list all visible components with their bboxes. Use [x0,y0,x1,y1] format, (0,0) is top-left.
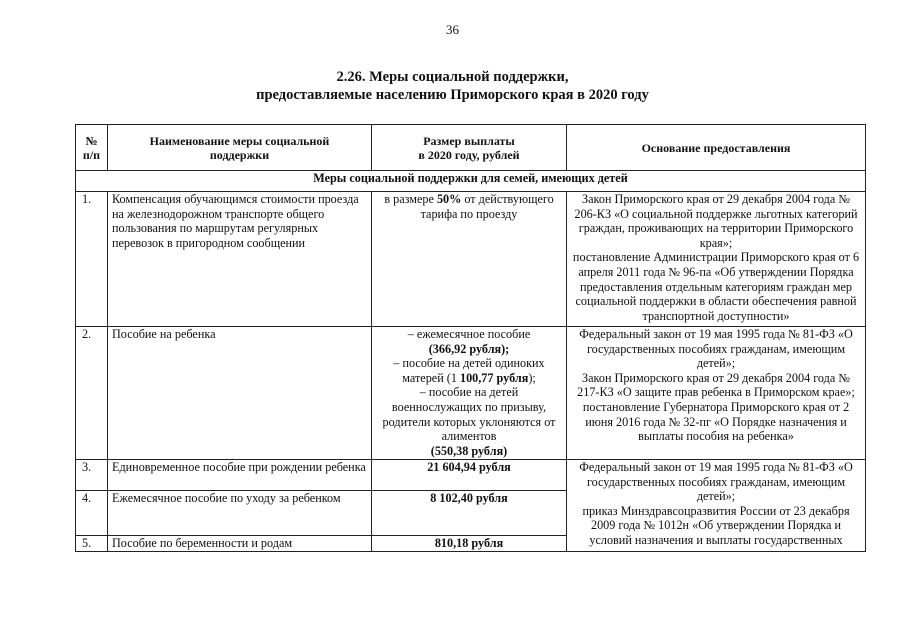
amount-line: – пособие на детей одиноких матерей (1 [393,356,545,385]
row-name: Пособие на ребенка [108,327,372,460]
table-header-row [76,125,866,171]
row-amount [372,192,567,327]
document-title [0,68,905,104]
row-name: Компенсация обучающимся стоимости проезда на железнодорожном транспорте общего пользования по маршрутам регулярных перевозок в пригородном сообщении [108,192,372,327]
amount-value: 21 604,94 рубля [427,460,511,474]
section-row [76,171,866,192]
amount-value: 100,77 рубля [459,370,529,385]
amount-line: ); [528,370,536,385]
page-number: 36 [446,22,459,37]
amount-value: (366,92 рубля); [428,341,510,356]
amount-line: – пособие на детей военнослужащих по призыву, родители которых уклоняются от алиментов [382,385,556,444]
amount-text: от действующего тарифа по проезду [420,192,554,221]
title-line-2: предоставляемые населению Приморского края в 2020 году [256,87,649,103]
row-amount [372,491,567,536]
row-num: 2. [76,327,108,460]
row-basis: Федеральный закон от 19 мая 1995 года № 81-ФЗ «О государственных пособиях гражданам, имеющим детей»; приказ Минздравсоцразвития России от 23 декабря 2009 года № 1012н «Об утверждении Порядка и условий назначения и выплаты государственных [567,460,866,552]
row-num: 1. [76,192,108,327]
row-amount [372,460,567,491]
row-name: Пособие по беременности и родам [108,536,372,552]
row-basis: Закон Приморского края от 29 декабря 2004 года № 206-КЗ «О социальной поддержке льготных категорий граждан, проживающих на территории Приморского края»; постановление Администрации Приморского края от 6 апреля 2011 года № 96-па «Об утверждении Порядка предоставления отдельным категориям граждан мер социальной поддержки в области обеспечения равной транспортной доступности» [567,192,866,327]
amount-value: 8 102,40 рубля [430,491,508,505]
header-name: Наименование меры социальной поддержки [108,125,372,171]
title-line-1: 2.26. Меры социальной поддержки, [336,69,569,85]
row-name: Ежемесячное пособие по уходу за ребенком [108,491,372,536]
table-row [76,327,866,460]
amount-text: в размере [384,192,437,206]
row-name: Единовременное пособие при рождении ребенка [108,460,372,491]
header-basis: Основание предоставления [567,125,866,171]
row-num: 5. [76,536,108,552]
row-amount [372,536,567,552]
row-num: 4. [76,491,108,536]
table-row [76,460,866,491]
amount-value: (550,38 рубля) [430,443,508,458]
row-amount [372,327,567,460]
header-amount: Размер выплаты в 2020 году, рублей [372,125,567,171]
support-measures-table [75,124,866,552]
amount-line: – ежемесячное пособие [407,327,531,341]
header-num: № п/п [76,125,108,171]
amount-value: 810,18 рубля [434,536,504,550]
section-title: Меры социальной поддержки для семей, имеющих детей [76,171,866,192]
row-basis: Федеральный закон от 19 мая 1995 года № 81-ФЗ «О государственных пособиях гражданам, имеющим детей»; Закон Приморского края от 29 декабря 2004 года № 217-КЗ «О защите прав ребенка в Приморском крае»; постановление Губернатора Приморского края от 2 июня 2016 года № 32-пг «О Порядке назначения и выплаты пособия на ребенка» [567,327,866,460]
row-num: 3. [76,460,108,491]
amount-value: 50% [436,192,462,206]
table-row [76,192,866,327]
